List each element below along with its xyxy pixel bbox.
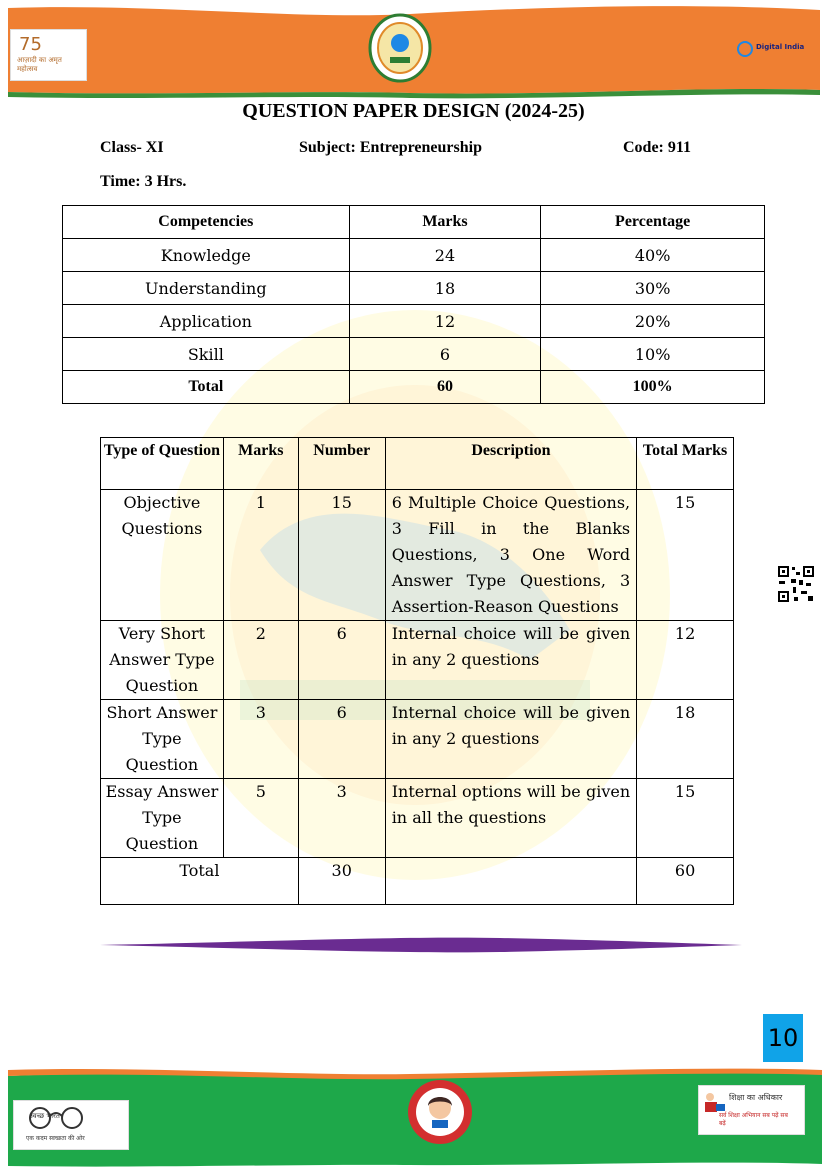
children-reading-icon <box>701 1090 727 1116</box>
header-type-of-question: Type of Question <box>101 438 224 490</box>
azadi-logo-text: आज़ादी का अमृत महोत्सव <box>17 56 62 73</box>
digital-india-logo <box>736 40 805 60</box>
total-number-cell: 30 <box>298 858 385 905</box>
number-cell: 6 <box>298 621 385 700</box>
competency-cell: Skill <box>63 338 350 371</box>
percentage-cell: 20% <box>541 305 765 338</box>
class-label: Class- XI <box>100 139 164 156</box>
marks-cell: 18 <box>349 272 541 305</box>
decorative-divider <box>100 935 742 955</box>
marks-cell: 1 <box>223 490 298 621</box>
percentage-cell: 30% <box>541 272 765 305</box>
code-label: Code: 911 <box>623 139 691 156</box>
competency-cell: Understanding <box>63 272 350 305</box>
competency-cell: Application <box>63 305 350 338</box>
page-number: 10 <box>763 1014 803 1062</box>
swachh-bharat-tagline: एक कदम स्वच्छता की ओर <box>26 1135 85 1142</box>
table-row <box>63 272 765 305</box>
question-type-cell: Essay Answer Type Question <box>101 779 224 858</box>
question-type-table <box>100 437 734 905</box>
table-row <box>101 700 734 779</box>
question-type-cell: Very Short Answer Type Question <box>101 621 224 700</box>
total-row <box>63 371 765 404</box>
header-percentage: Percentage <box>541 206 765 239</box>
competency-cell: Knowledge <box>63 239 350 272</box>
board-emblem-icon <box>368 13 432 83</box>
percentage-cell: 10% <box>541 338 765 371</box>
digital-india-text: Digital India <box>756 43 805 51</box>
total-description-cell <box>385 858 636 905</box>
right-to-education-logo <box>698 1085 805 1135</box>
marks-cell: 5 <box>223 779 298 858</box>
total-marks-cell: 12 <box>637 621 734 700</box>
total-marks-cell: 60 <box>637 858 734 905</box>
azadi-logo-numeral: 75 <box>19 34 42 55</box>
description-cell: Internal choice will be given in any 2 questions <box>385 621 636 700</box>
percentage-cell: 40% <box>541 239 765 272</box>
beti-bachao-logo-icon <box>406 1078 474 1146</box>
marks-cell: 2 <box>223 621 298 700</box>
question-type-cell: Objective Questions <box>101 490 224 621</box>
marks-cell: 24 <box>349 239 541 272</box>
page-title: QUESTION PAPER DESIGN (2024-25) <box>242 100 585 122</box>
digital-india-icon <box>736 40 754 58</box>
total-label-cell: Total <box>63 371 350 404</box>
description-cell: Internal options will be given in all the questions <box>385 779 636 858</box>
total-label-cell: Total <box>101 858 299 905</box>
time-label: Time: 3 Hrs. <box>100 173 187 190</box>
table-header-row <box>101 438 734 490</box>
rte-text: शिक्षा का अधिकार <box>729 1093 783 1102</box>
header-competencies: Competencies <box>63 206 350 239</box>
total-marks-cell: 15 <box>637 490 734 621</box>
table-row <box>63 338 765 371</box>
header-marks: Marks <box>223 438 298 490</box>
azadi-ka-amrit-mahotsav-logo <box>10 29 87 81</box>
total-marks-cell: 60 <box>349 371 541 404</box>
question-type-cell: Short Answer Type Question <box>101 700 224 779</box>
total-row <box>101 858 734 905</box>
total-marks-cell: 15 <box>637 779 734 858</box>
subject-label: Subject: Entrepreneurship <box>299 139 482 156</box>
header-marks: Marks <box>349 206 541 239</box>
table-row <box>101 490 734 621</box>
header-description: Description <box>385 438 636 490</box>
header-number: Number <box>298 438 385 490</box>
description-cell: 6 Multiple Choice Questions, 3 Fill in the Blanks Questions, 3 One Word Answer Type Questions, 3 Assertion-Reason Questions <box>385 490 636 621</box>
description-cell: Internal choice will be given in any 2 questions <box>385 700 636 779</box>
swachh-bharat-text: स्वच्छ भारत <box>30 1112 60 1120</box>
table-row <box>63 305 765 338</box>
header-total-marks: Total Marks <box>637 438 734 490</box>
table-row <box>101 779 734 858</box>
rte-tagline: सर्व शिक्षा अभियान सब पढ़ें सब बढ़ें <box>719 1112 788 1127</box>
table-header-row <box>63 206 765 239</box>
qr-code-icon <box>777 565 815 603</box>
marks-cell: 12 <box>349 305 541 338</box>
number-cell: 3 <box>298 779 385 858</box>
competency-table <box>62 205 765 404</box>
number-cell: 6 <box>298 700 385 779</box>
marks-cell: 3 <box>223 700 298 779</box>
marks-cell: 6 <box>349 338 541 371</box>
total-marks-cell: 18 <box>637 700 734 779</box>
table-row <box>63 239 765 272</box>
number-cell: 15 <box>298 490 385 621</box>
total-percentage-cell: 100% <box>541 371 765 404</box>
table-row <box>101 621 734 700</box>
swachh-bharat-logo <box>13 1100 129 1150</box>
